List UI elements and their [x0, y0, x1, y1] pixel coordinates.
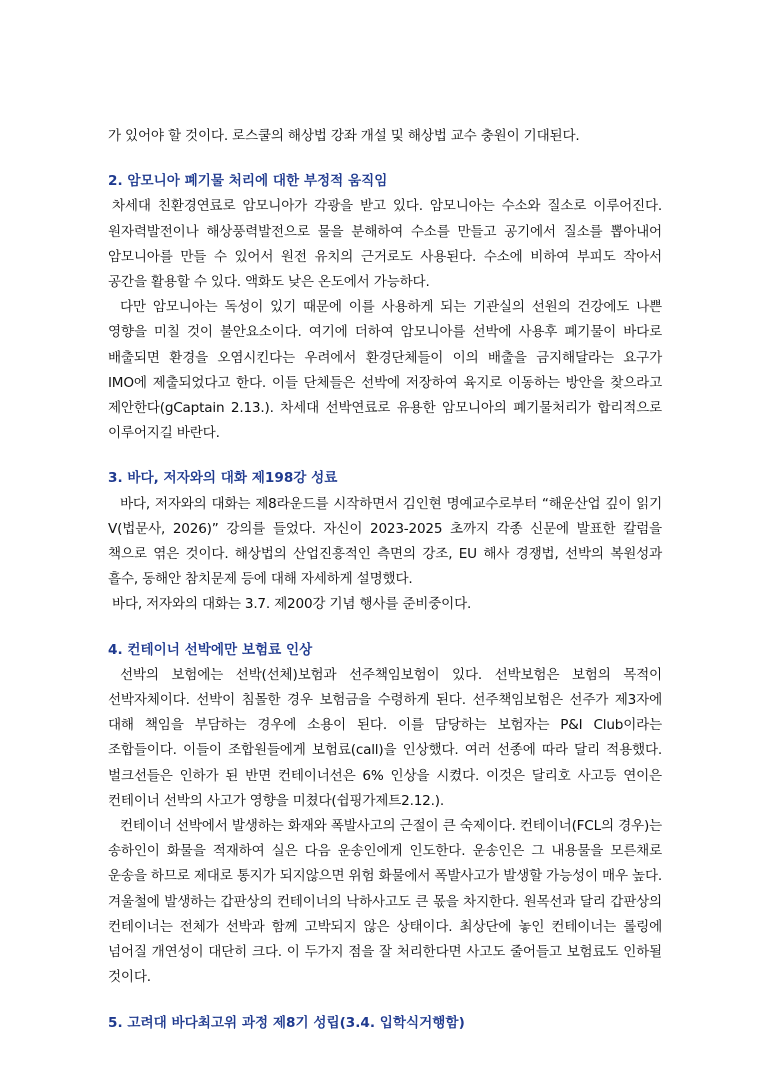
section-heading: 2. 암모니아 폐기물 처리에 대한 부정적 움직임: [108, 173, 388, 190]
section-paragraph: 바다, 저자와의 대화는 3.7. 제200강 기념 행사를 준비중이다.: [112, 596, 472, 613]
section-paragraph: 차세대 친환경연료로 암모니아가 각광을 받고 있다. 암모니아는 수소와 질소로 이루어진다. 원자력발전이나 해상풍력발전으로 물을 분해하여 수소를 만들고 공기에서 질소를 뽑아내어 암모니아를 만들 수 있어서 원전 유치의 근거로도 사용된다. 수소에 비하여 부피도 작아서 공간을 활용할 수 있다. 액화도 낮은 온도에서 가능하다.: [108, 198, 662, 291]
section-paragraph: 다만 암모니아는 독성이 있기 때문에 이를 사용하게 되는 기관실의 선원의 건강에도 나쁜 영향을 미칠 것이 불안요소이다. 여기에 더하여 암모니아를 선박에 사용후 폐기물이 바다로 배출되면 환경을 오염시킨다는 우려에서 환경단체들이 이의 배출을 금지해달라는 요구가 IMO에 제출되었다고 한다. 이들 단체들은 선박에 저장하여 육지로 이동하는 방안을 찾으라고 제안한다(gCaptain 2.13.). 차세대 선박연료로 유용한 암모니아의 폐기물처리가 합리적으로 이루어지길 바란다.: [108, 299, 662, 442]
spacer: [108, 149, 662, 169]
intro-paragraph: 가 있어야 할 것이다. 로스쿨의 해상법 강좌 개설 및 해상법 교수 충원이 기대된다.: [108, 128, 580, 144]
section-heading: 3. 바다, 저자와의 대화 제198강 성료: [108, 470, 338, 487]
section-paragraph: 컨테이너 선박에서 발생하는 화재와 폭발사고의 근절이 큰 숙제이다. 컨테이너(FCL의 경우)는 송하인이 화물을 적재하여 실은 다음 운송인에게 인도한다. 운송인은 그 내용물을 모른채로 운송을 하므로 제대로 통지가 되지않으면 위험 화물에서 폭발사고가 발생할 가능성이 매우 높다. 겨울철에 발생하는 갑판상의 컨테이너의 낙하사고도 큰 몫을 차지한다. 원목선과 달리 갑판상의 컨테이너는 전체가 선박과 함께 고박되지 않은 상태이다. 최상단에 놓인 컨테이너는 롤링에 넘어질 개연성이 대단히 크다. 이 두가지 점을 잘 처리한다면 사고도 줄어들고 보험료도 인하될 것이다.: [108, 818, 662, 986]
section-ammonia: [108, 169, 662, 446]
section-dialogue: [108, 466, 662, 617]
section-korea-univ: [108, 1011, 662, 1036]
spacer: [108, 446, 662, 466]
spacer: [108, 991, 662, 1011]
section-heading: 5. 고려대 바다최고위 과정 제8기 성립(3.4. 입학식거행함): [108, 1014, 465, 1031]
section-container-insurance: [108, 638, 662, 991]
section-heading: 4. 컨테이너 선박에만 보험료 인상: [108, 641, 313, 658]
section-paragraph: 바다, 저자와의 대화는 제8라운드를 시작하면서 김인현 명예교수로부터 “해운산업 깊이 읽기 V(법문사, 2026)” 강의를 들었다. 자신이 2023-2025 초까지 각종 신문에 발표한 칼럼을 책으로 엮은 것이다. 해상법의 산업진흥적인 측면의 강조, EU 해사 경쟁법, 선박의 복원성과 흘수, 동해안 참치문제 등에 대해 자세하게 설명했다.: [108, 495, 662, 588]
spacer: [108, 618, 662, 638]
section-paragraph: 선박의 보험에는 선박(선체)보험과 선주책임보험이 있다. 선박보험은 보험의 목적이 선박자체이다. 선박이 침몰한 경우 보험금을 수령하게 된다. 선주책임보험은 선주가 제3자에 대해 책임을 부담하는 경우에 소용이 된다. 이를 담당하는 보험자는 P&I Club이라는 조합들이다. 이들이 조합원들에게 보험료(call)을 인상했다. 여러 선종에 따라 달리 적용했다. 벌크선들은 인하가 된 반면 컨테이너선은 6% 인상을 시켰다. 이것은 달리호 사고등 연이은 컨테이너 선박의 사고가 영향을 미쳤다(쉽핑가제트2.12.).: [108, 666, 662, 809]
